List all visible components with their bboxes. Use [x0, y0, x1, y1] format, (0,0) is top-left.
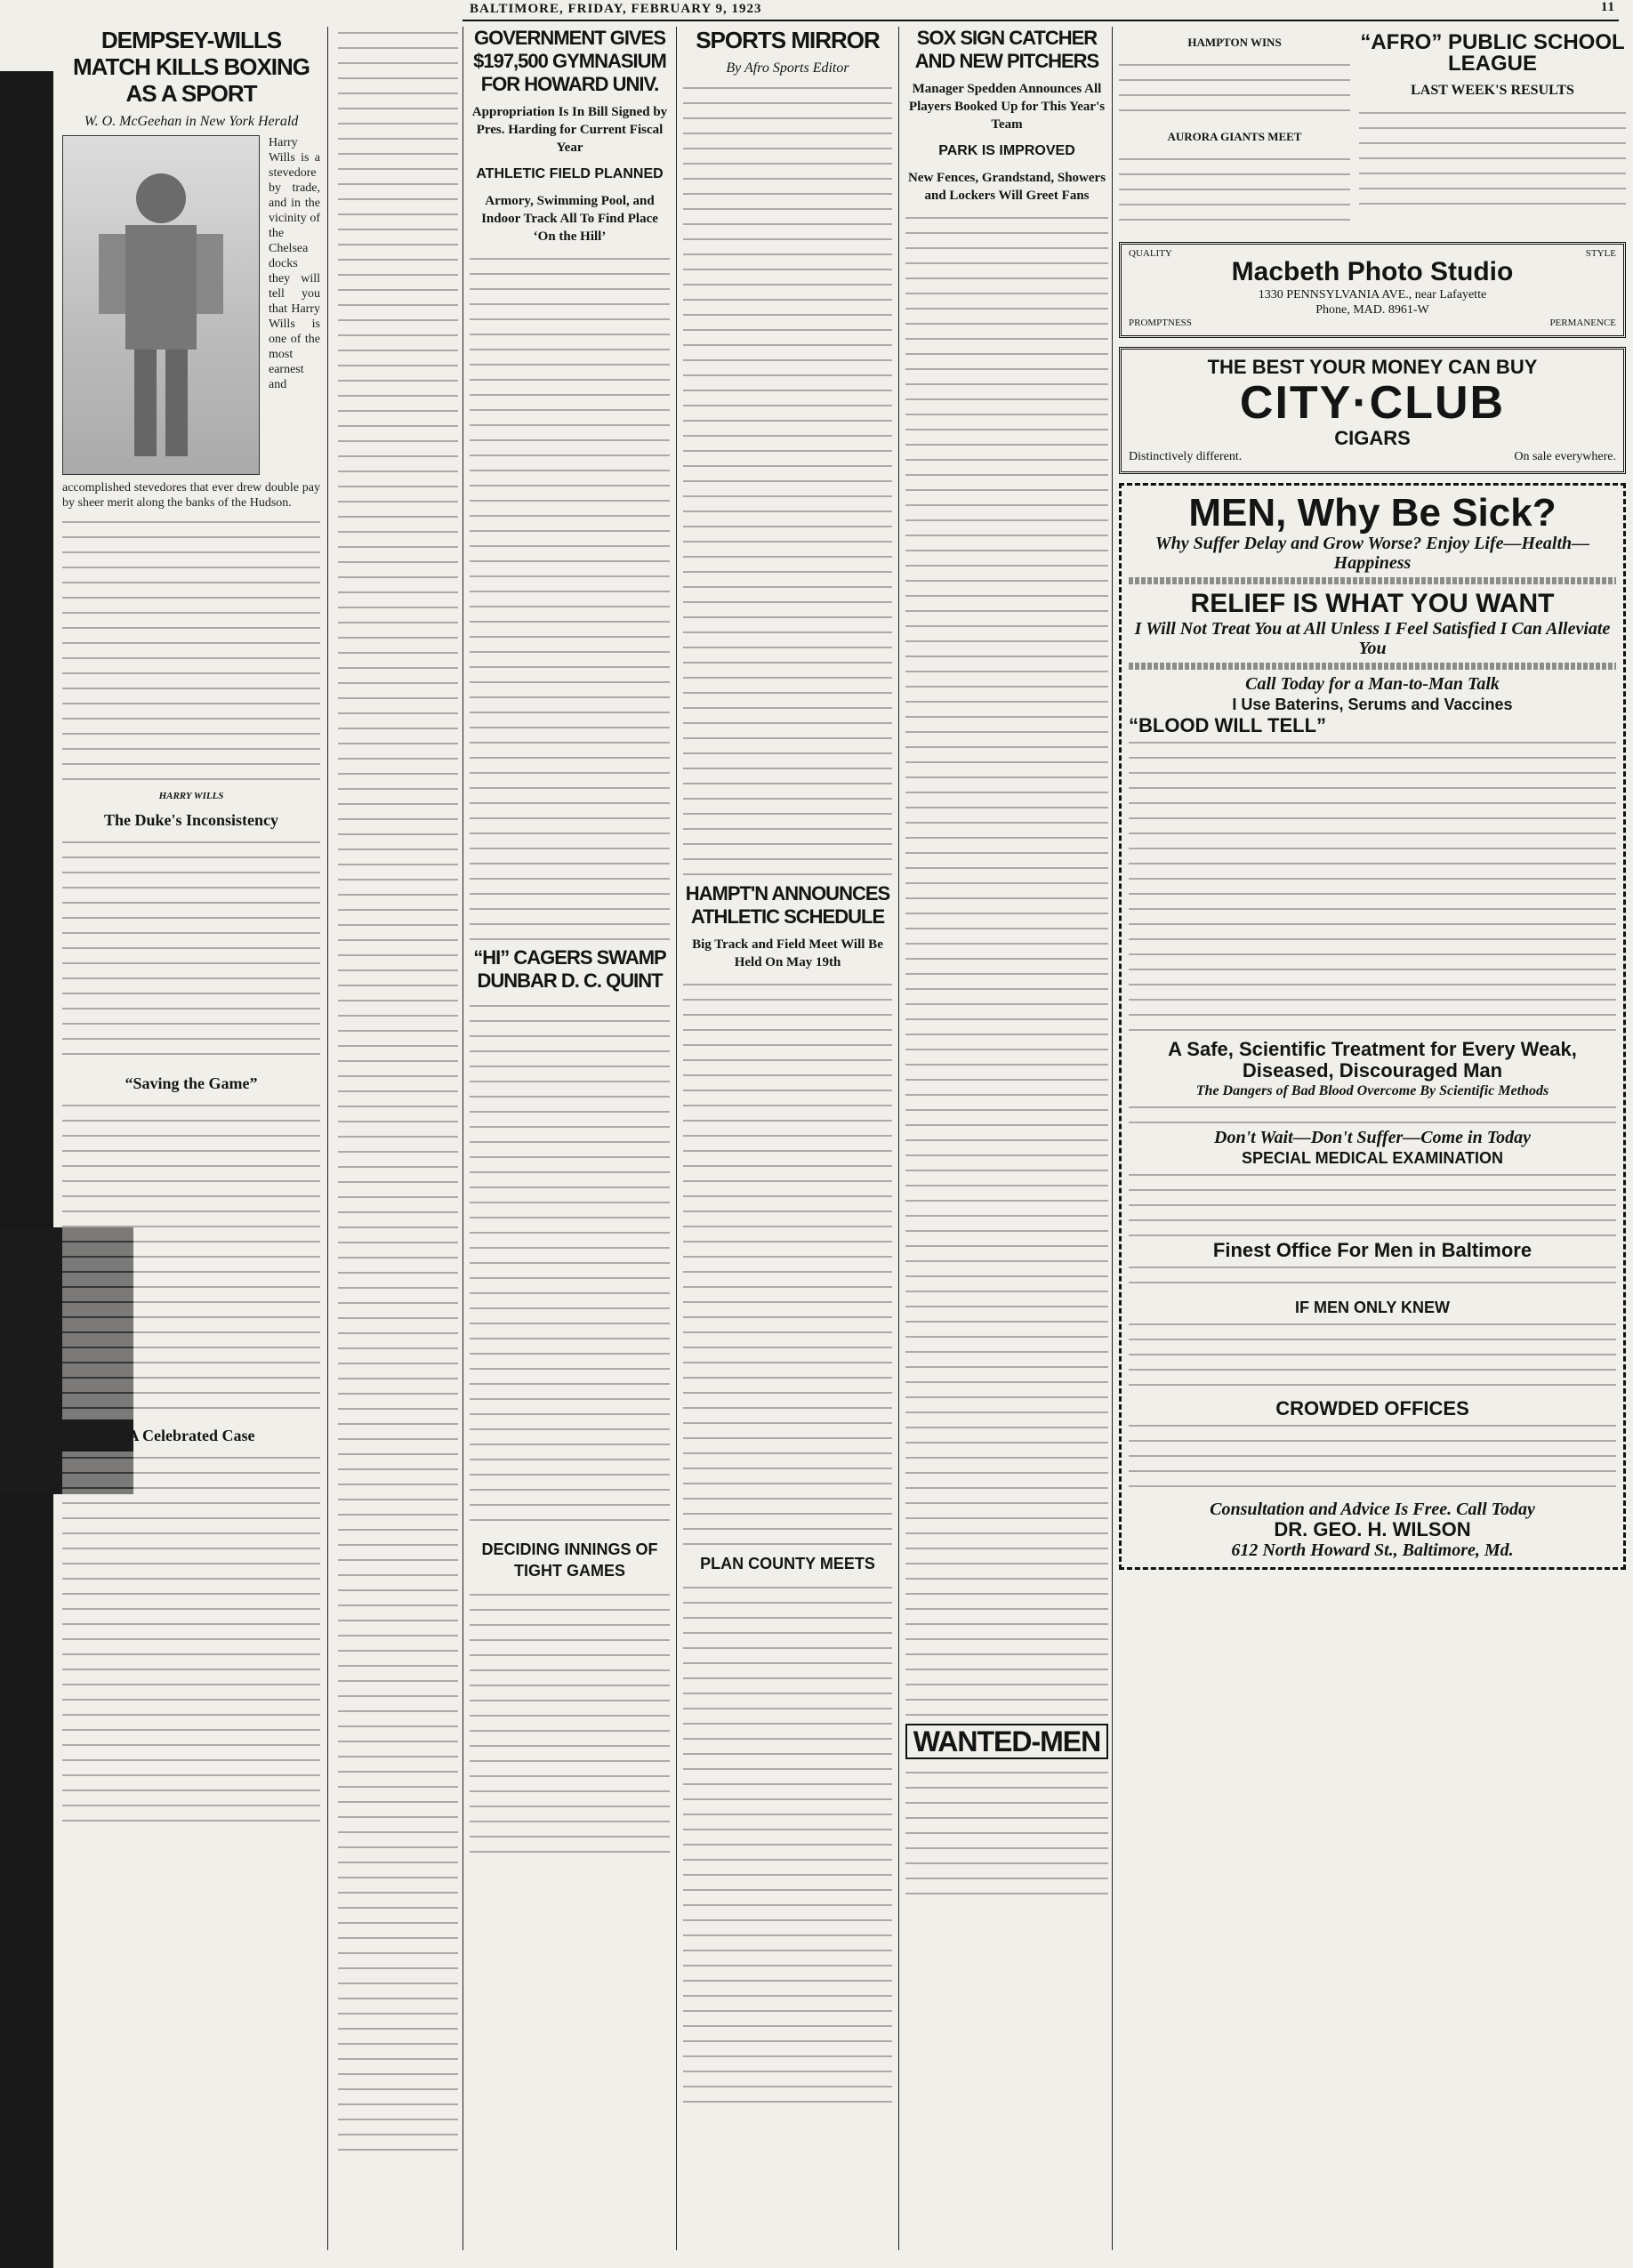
byline: W. O. McGeehan in New York Herald [84, 114, 299, 129]
headline: SOX SIGN CATCHER AND NEW PITCHERS [914, 27, 1099, 72]
deck: Manager Spedden Announces All Players Booked Up for This Year's Team [908, 82, 1106, 132]
ad-tag: PROMPTNESS [1129, 318, 1192, 328]
ad-line: I Will Not Treat You at All Unless I Feel Satisfied I Can Alleviate You [1134, 619, 1611, 658]
ad-tagline: THE BEST YOUR MONEY CAN BUY [1207, 356, 1538, 378]
ad-heading: RELIEF IS WHAT YOU WANT [1190, 589, 1555, 618]
lead-paragraph: Harry Wills is a stevedore by trade, and in the vicinity of the Chelsea docks they will tell you that Harry Wills is one of the most earnest and accomplished stevedores that ever drew double pay by sheer merit along the banks of the Hudson. [62, 136, 320, 510]
headline: HAMPTON WINS [1187, 36, 1282, 49]
column-rule [1112, 27, 1113, 2250]
ad-line: I Use Baterins, Serums and Vaccines [1232, 696, 1513, 713]
macbeth-ad [1119, 242, 1626, 338]
ad-text [1129, 1261, 1616, 1297]
masthead-date: BALTIMORE, FRIDAY, FEBRUARY 9, 1923 [470, 2, 762, 16]
headline: GOVERNMENT GIVES $197,500 GYMNASIUM FOR HOWARD UNIV. [473, 27, 666, 95]
ad-title: MEN, Why Be Sick? [1188, 491, 1557, 535]
article-text [62, 836, 320, 1067]
city-club-ad [1119, 347, 1626, 474]
article-text [62, 1099, 320, 1420]
ad-tag: On sale everywhere. [1514, 450, 1616, 463]
torn-edge [0, 71, 53, 2268]
headline: SPORTS MIRROR [696, 27, 880, 53]
ad-tag: Distinctively different. [1129, 450, 1243, 463]
headline: HAMPT'N ANNOUNCES ATHLETIC SCHEDULE [685, 882, 890, 928]
ad-title: Macbeth Photo Studio [1231, 257, 1514, 286]
ad-tag: QUALITY [1129, 248, 1172, 259]
ad-line: The Dangers of Bad Blood Overcome By Scientific Methods [1195, 1083, 1549, 1098]
article-sox [905, 27, 1108, 2250]
ad-address: 612 North Howard St., Baltimore, Md. [1231, 1540, 1514, 1560]
ad-line: Call Today for a Man-to-Man Talk [1245, 674, 1500, 694]
headline: DEMPSEY-WILLS MATCH KILLS BOXING AS A SPORT [72, 27, 310, 107]
headline: “AFRO” PUBLIC SCHOOL LEAGUE [1360, 30, 1625, 76]
article-text [683, 82, 892, 882]
article-dempsey-wills [62, 27, 320, 2250]
subhead: A Celebrated Case [127, 1427, 255, 1444]
deck: Big Track and Field Meet Will Be Held On May 19th [692, 937, 883, 969]
article-text [338, 27, 458, 2161]
results-text [1359, 107, 1626, 213]
deck: ATHLETIC FIELD PLANNED [476, 166, 664, 181]
article-text [1119, 153, 1350, 233]
deck: Armory, Swimming Pool, and Indoor Track All To Find Place ‘On the Hill’ [481, 194, 658, 244]
page-number: 11 [1600, 0, 1615, 14]
headline: DECIDING INNINGS OF TIGHT GAMES [481, 1540, 658, 1580]
article-text [905, 212, 1108, 1724]
ad-line: “BLOOD WILL TELL” [1129, 714, 1327, 736]
ad-tag: STYLE [1585, 248, 1616, 259]
ad-text [1129, 736, 1616, 1039]
headline: PLAN COUNTY MEETS [700, 1555, 875, 1572]
ad-line: A Safe, Scientific Treatment for Every Weak, Diseased, Discouraged Man [1168, 1038, 1577, 1082]
article-text [62, 516, 320, 783]
byline: By Afro Sports Editor [726, 60, 849, 76]
article-sports-mirror [683, 27, 892, 2250]
ad-doctor: DR. GEO. H. WILSON [1274, 1518, 1471, 1540]
dr-wilson-ad [1119, 483, 1626, 1570]
ad-line: SPECIAL MEDICAL EXAMINATION [1241, 1149, 1504, 1167]
subhead: The Duke's Inconsistency [103, 811, 279, 829]
article-howard-gym [470, 27, 670, 2250]
ad-text [1129, 1318, 1616, 1398]
ad-text [1129, 1420, 1616, 1500]
ad-text [1129, 1101, 1616, 1128]
article-text [1119, 59, 1350, 121]
ad-line: CROWDED OFFICES [1275, 1397, 1469, 1420]
ad-line: Don't Wait—Don't Suffer—Come in Today [1214, 1128, 1531, 1147]
masthead [463, 0, 1619, 21]
column-rule [676, 27, 677, 2250]
article-text [470, 1588, 670, 1855]
photo-caption: HARRY WILLS [158, 791, 224, 801]
deck: New Fences, Grandstand, Showers and Lockers Will Greet Fans [907, 171, 1106, 203]
ad-line: IF MEN ONLY KNEW [1294, 1299, 1450, 1316]
ad-address: 1330 PENNSYLVANIA AVE., near Lafayette [1258, 288, 1487, 302]
article-text [683, 978, 892, 1548]
ad-tag: PERMANENCE [1549, 318, 1616, 328]
ad-subtitle: CIGARS [1334, 427, 1411, 449]
ad-text [905, 1766, 1108, 1900]
article-text [683, 1581, 892, 2115]
article-text [470, 253, 670, 946]
subhead: LAST WEEK'S RESULTS [1411, 83, 1574, 98]
harry-wills-photo [62, 135, 260, 475]
ad-phone: Phone, MAD. 8961-W [1315, 303, 1429, 317]
column-rule [327, 27, 328, 2250]
article-text [62, 1452, 320, 1825]
deck: PARK IS IMPROVED [938, 143, 1075, 158]
ad-brand: CITY·CLUB [1239, 377, 1506, 429]
ad-subtitle: Why Suffer Delay and Grow Worse? Enjoy Life—Health—Happiness [1154, 534, 1590, 573]
sports-briefs-column [338, 27, 458, 2250]
ad-line: Finest Office For Men in Baltimore [1212, 1239, 1532, 1261]
wanted-ad-headline: WANTED-MEN [905, 1724, 1108, 1759]
headline: AURORA GIANTS MEET [1167, 130, 1302, 143]
ad-text [1129, 1169, 1616, 1240]
column-rule [898, 27, 899, 2250]
headline: “HI” CAGERS SWAMP DUNBAR D. C. QUINT [473, 946, 666, 992]
ad-line: Consultation and Advice Is Free. Call Today [1210, 1500, 1535, 1519]
deck: Appropriation Is In Bill Signed by Pres. Harding for Current Fiscal Year [471, 105, 668, 155]
subhead: “Saving the Game” [125, 1074, 258, 1092]
right-column [1119, 27, 1626, 2259]
article-text [470, 1000, 670, 1533]
